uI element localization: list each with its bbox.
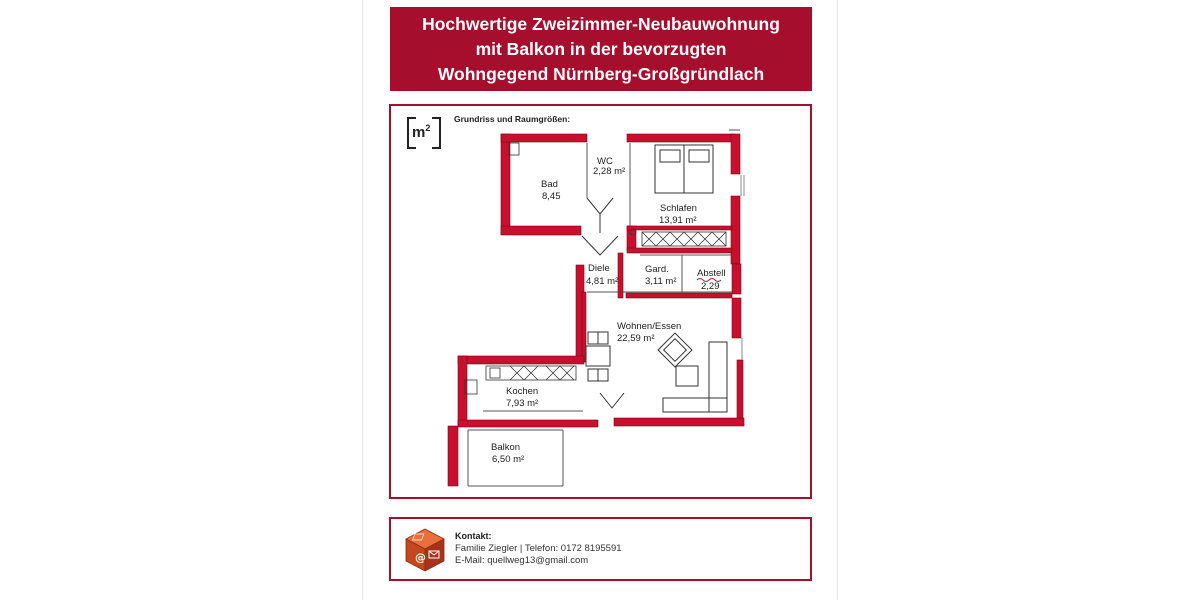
svg-text:@: @: [415, 551, 426, 564]
room-wc-name: WC: [597, 156, 613, 167]
floorplan-heading: Grundriss und Raumgrößen:: [454, 114, 571, 124]
room-gard-name: Gard.: [645, 264, 669, 275]
room-kochen-name: Kochen: [506, 386, 539, 397]
room-abstell-area: 2,29: [701, 281, 720, 292]
room-wohnen-area: 22,59 m²: [617, 333, 655, 344]
contact-phone-line: Familie Ziegler | Telefon: 0172 8195591: [455, 543, 622, 554]
room-diele-name: Diele: [588, 263, 610, 274]
room-schlafen-area: 13,91 m²: [659, 215, 697, 226]
room-kochen-area: 7,93 m²: [506, 398, 539, 409]
room-gard-area: 3,11 m²: [645, 276, 677, 287]
title-line-2: mit Balkon in der bevorzugten: [475, 38, 727, 59]
contact-cube-icon: [402, 525, 448, 573]
room-wc-area: 2,28 m²: [593, 166, 626, 177]
room-bad-area: 8,45: [542, 191, 561, 202]
room-balkon-area: 6,50 m²: [492, 454, 525, 465]
room-schlafen-name: Schlafen: [660, 203, 697, 214]
title-line-1: Hochwertige Zweizimmer-Neubauwohnung: [422, 13, 780, 34]
contact-email-line[interactable]: E-Mail: quellweg13@gmail.com: [455, 555, 589, 566]
room-bad-name: Bad: [541, 179, 558, 190]
room-diele-area: 4,81 m²: [586, 276, 619, 287]
title-line-3: Wohngegend Nürnberg-Großgründlach: [437, 63, 765, 84]
room-wohnen-name: Wohnen/Essen: [617, 321, 682, 332]
area-unit-label: $m^2$: [412, 123, 431, 141]
room-abstell-name: Abstell: [697, 268, 726, 279]
room-balkon-name: Balkon: [491, 442, 521, 453]
contact-heading: Kontakt:: [455, 531, 492, 541]
